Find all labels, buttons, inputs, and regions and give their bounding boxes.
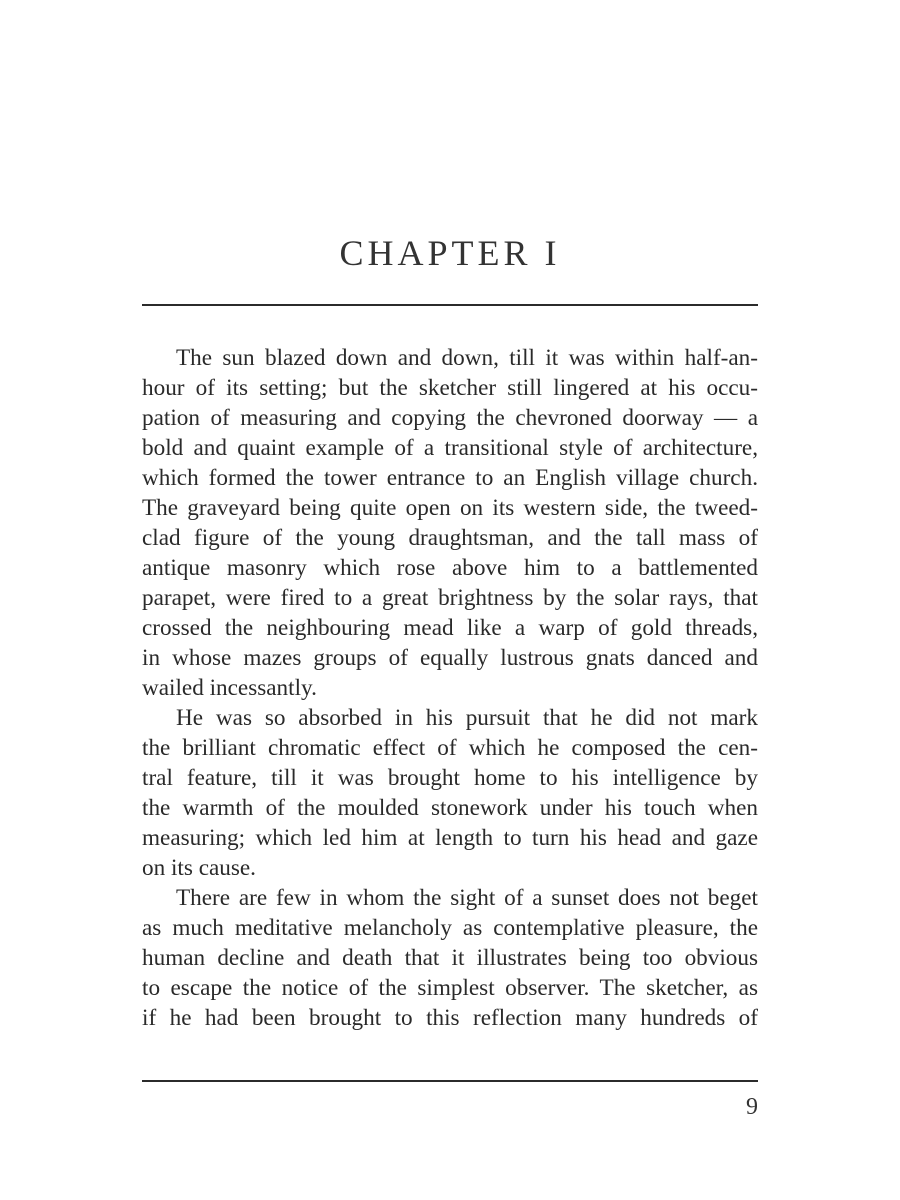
- text-line: tral feature, till it was brought home to his intelligence by: [142, 765, 758, 791]
- top-rule: [142, 304, 758, 306]
- text-line: as much meditative melancholy as contemplative pleasure, the: [142, 915, 758, 941]
- text-line: if he had been brought to this reflection many hundreds of: [142, 1005, 758, 1031]
- text-line: in whose mazes groups of equally lustrous gnats danced and: [142, 645, 758, 671]
- body-text: [142, 343, 758, 1033]
- text-line: clad figure of the young draughtsman, and the tall mass of: [142, 525, 758, 551]
- text-line: human decline and death that it illustrates being too obvious: [142, 945, 758, 971]
- text-line: the warmth of the moulded stonework under his touch when: [142, 795, 758, 821]
- chapter-title: CHAPTER I: [339, 233, 561, 273]
- text-line: to escape the notice of the simplest observer. The sketcher, as: [142, 975, 758, 1001]
- text-line: on its cause.: [142, 855, 256, 881]
- text-line: hour of its setting; but the sketcher still lingered at his occu-: [142, 375, 758, 401]
- bottom-rule: [142, 1080, 758, 1082]
- text-line: There are few in whom the sight of a sunset does not beget: [176, 885, 758, 911]
- text-line: pation of measuring and copying the chevroned doorway — a: [142, 405, 758, 431]
- page-number: 9: [746, 1094, 758, 1120]
- text-line: crossed the neighbouring mead like a warp of gold threads,: [142, 615, 758, 641]
- text-line: The graveyard being quite open on its western side, the tweed-: [142, 495, 758, 521]
- text-line: parapet, were fired to a great brightness by the solar rays, that: [142, 585, 758, 611]
- text-line: which formed the tower entrance to an English village church.: [142, 465, 758, 491]
- text-line: He was so absorbed in his pursuit that he did not mark: [176, 705, 758, 731]
- text-line: antique masonry which rose above him to a battlemented: [142, 555, 758, 581]
- text-line: bold and quaint example of a transitional style of architecture,: [142, 435, 758, 461]
- text-line: measuring; which led him at length to turn his head and gaze: [142, 825, 758, 851]
- text-line: the brilliant chromatic effect of which he composed the cen-: [142, 735, 758, 761]
- text-line: wailed incessantly.: [142, 675, 317, 701]
- text-line: The sun blazed down and down, till it was within half-an-: [176, 345, 758, 371]
